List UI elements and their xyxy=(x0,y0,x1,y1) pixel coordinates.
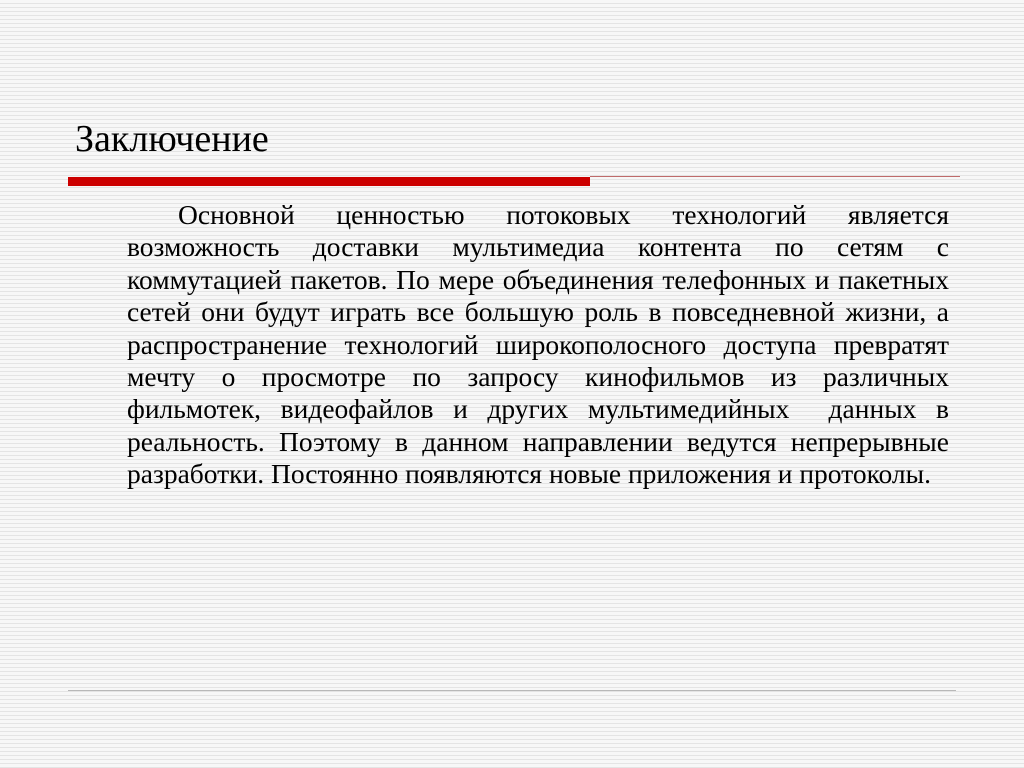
title-underline xyxy=(590,176,960,177)
footer-divider xyxy=(68,690,956,691)
slide-body-text: Основной ценностью потоковых технологий является возможность доставки мультимедиа контента по сетям с коммутацией пакетов. По мере объединения телефонных и пакетных сетей они будут играть все большую роль в повседневной жизни, а распространение технологий широкополосного доступа превратят мечту о просмотре по запросу кинофильмов из различных фильмотек, видеофайлов и других мультимедийных данных в реальность. Поэтому в данном направлении ведутся непрерывные разработки. Постоянно появляются новые приложения и протоколы. xyxy=(127,199,956,490)
title-accent-bar xyxy=(68,177,590,186)
slide-title: Заключение xyxy=(75,118,269,160)
